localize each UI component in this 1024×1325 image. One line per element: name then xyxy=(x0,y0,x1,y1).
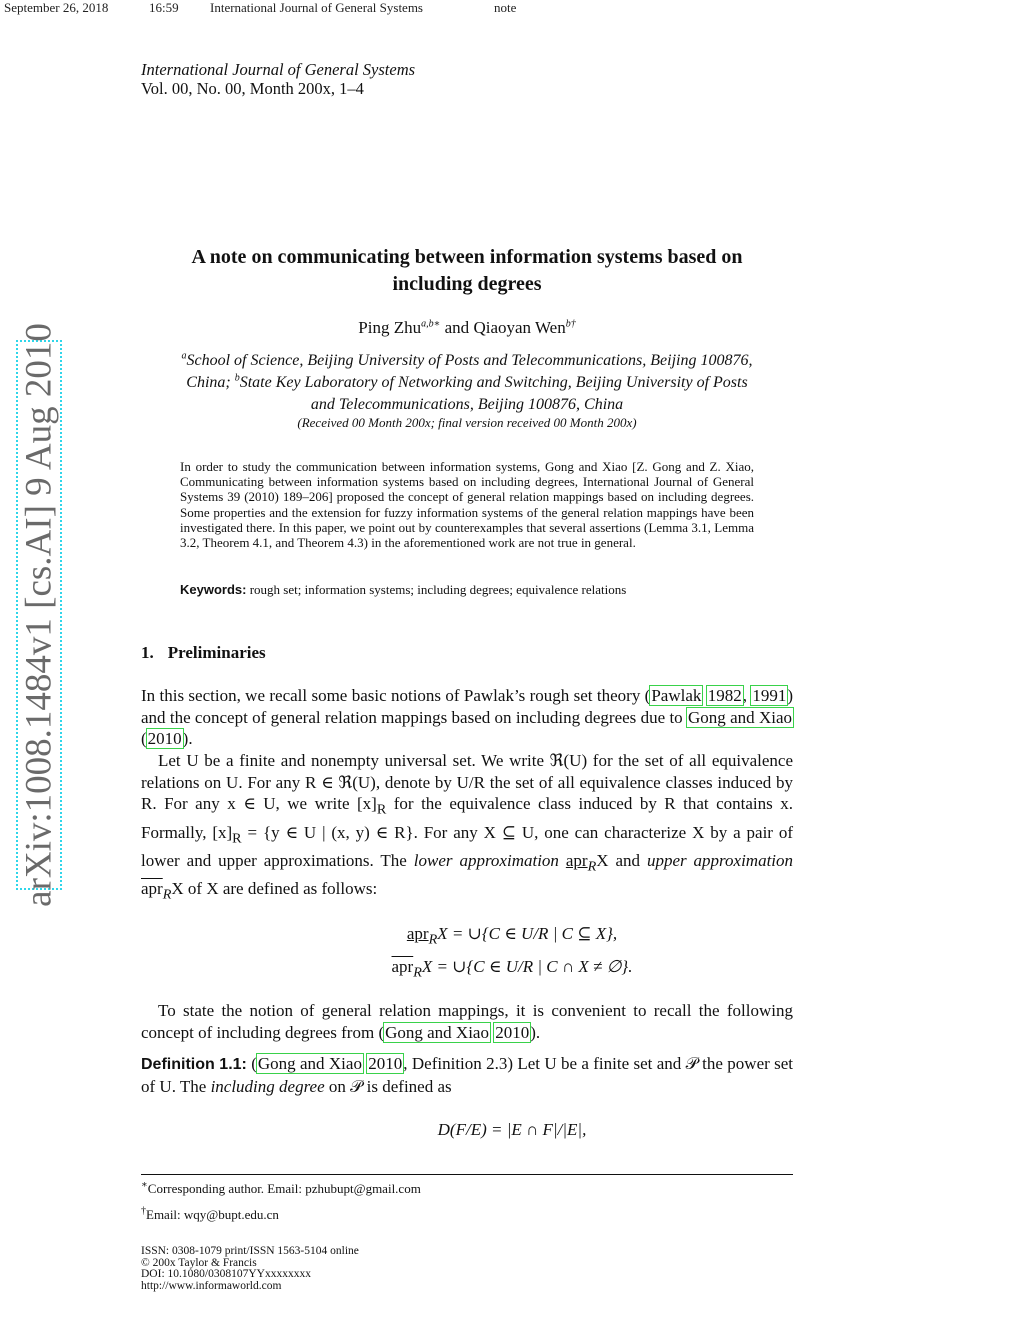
authors xyxy=(130,318,804,338)
p2-text-5: X and xyxy=(596,850,647,870)
citation-link-gong-xiao-3[interactable]: Gong and Xiao xyxy=(257,1054,362,1073)
eq1-sub: R xyxy=(428,931,438,948)
affil-b-mark: b xyxy=(234,372,240,384)
p3-text-2: ). xyxy=(530,1022,541,1042)
p2-sub-1: R xyxy=(376,801,387,818)
eq1-apr: apr xyxy=(406,924,429,943)
def-text-2: on 𝒫 is defined as xyxy=(324,1076,452,1096)
arxiv-stamp-text[interactable]: arXiv:1008.1484v1 [cs.AI] 9 Aug 2010 xyxy=(18,323,60,907)
author-2: Qiaoyan Wen xyxy=(473,318,566,337)
citation-link-2010-3[interactable]: 2010 xyxy=(368,1054,403,1073)
title-line-1: A note on communicating between information systems based on xyxy=(191,246,743,268)
p3-text-1: To state the notion of general relation mappings, it is convenient to recall the following concept of including degrees from ( xyxy=(141,1001,793,1042)
keywords-label: Keywords: xyxy=(180,582,247,597)
paragraph-1 xyxy=(141,685,793,750)
affil-b: State Key Laboratory of Networking and Switching, Beijing University of Posts xyxy=(239,374,748,391)
eq2-sub: R xyxy=(413,964,422,981)
footnote-2-text: Email: wqy@bupt.edu.cn xyxy=(146,1207,279,1222)
publisher-url[interactable]: http://www.informaworld.com xyxy=(141,1279,282,1292)
author-1-sup: a,b∗ xyxy=(421,318,441,330)
citation-link-1991[interactable]: 1991 xyxy=(752,686,787,705)
p1-sep-2: ( xyxy=(141,729,147,749)
author-1: Ping Zhu xyxy=(358,318,422,337)
footnote-rule xyxy=(141,1174,793,1175)
keywords-list: rough set; information systems; including degrees; equivalence relations xyxy=(246,582,627,597)
affil-b-cont: and Telecommunications, Beijing 100876, China xyxy=(310,396,624,413)
affiliations xyxy=(130,350,804,416)
affil-a: School of Science, Beijing University of Posts and Telecommunications, Beijing 100876, xyxy=(186,352,753,369)
citation-link-gong-xiao-2[interactable]: Gong and Xiao xyxy=(385,1022,489,1042)
journal-name: International Journal of General Systems xyxy=(141,60,416,79)
footnote-2 xyxy=(141,1207,279,1223)
p2-sub-2: R xyxy=(232,829,242,846)
p2-space xyxy=(559,851,566,870)
received-dates: (Received 00 Month 200x; final version received 00 Month 200x) xyxy=(297,415,637,430)
def-term: including degree xyxy=(210,1076,325,1096)
p1-text-1: In this section, we recall some basic notions of Pawlak’s rough set theory ( xyxy=(141,686,651,705)
citation-link-2010[interactable]: 2010 xyxy=(147,729,182,749)
issn: ISSN: 0308-1079 print/ISSN 1563-5104 online xyxy=(141,1245,359,1257)
citation-link-1982[interactable]: 1982 xyxy=(707,686,742,705)
p2-term-upper: upper approximation xyxy=(646,850,794,870)
header-date: September 26, 2018 xyxy=(4,0,109,15)
equation-upper-approx xyxy=(0,957,1024,981)
doi: DOI: 10.1080/0308107YYxxxxxxxx xyxy=(141,1268,311,1280)
p1-text-2: ) and the concept of general relation mappings based on including degrees due to xyxy=(141,686,794,727)
affil-a-cont: China; xyxy=(186,374,235,391)
p2-apr-upper-sub: R xyxy=(162,886,172,903)
p2-text-6: X of X are defined as follows: xyxy=(171,878,378,898)
title-line-2: including degrees xyxy=(392,273,542,295)
footnote-1-mark: ∗ xyxy=(141,1179,148,1191)
citation-link-2010-2[interactable]: 2010 xyxy=(495,1022,530,1042)
paragraph-3 xyxy=(141,1000,793,1043)
header-journal: International Journal of General Systems xyxy=(210,0,423,15)
section-heading xyxy=(141,643,266,663)
authors-and: and xyxy=(440,318,474,337)
citation-link-pawlak[interactable]: Pawlak xyxy=(651,686,702,705)
footnote-1-text: Corresponding author. Email: pzhubupt@gmail.com xyxy=(147,1181,421,1196)
arxiv-stamp[interactable] xyxy=(16,323,62,907)
copyright-block xyxy=(141,1246,359,1292)
footnote-2-mark: † xyxy=(141,1205,146,1217)
p2-text-1: Let U be a finite and nonempty universal set. We write ℜ(U) for the set of all equivalence relations on U. For any R ∈ ℜ(U), denote by U/R the set of all equivalence classes induced by R. For any x ∈ U, we write [x] xyxy=(141,751,793,814)
p2-text-2: for the equivalence class induced by R that contains x. Formally, [x] xyxy=(141,794,793,842)
def-text-1: , Definition 2.3) Let U be a finite set and 𝒫 the power set of U. The xyxy=(141,1054,793,1096)
definition-1-1 xyxy=(141,1053,793,1097)
section-title: Preliminaries xyxy=(167,643,266,662)
paragraph-2 xyxy=(141,750,793,906)
equation-including-degree: D(F/E) = |E ∩ F|/|E|, xyxy=(437,1120,587,1139)
p2-apr-lower-sub: R xyxy=(587,857,597,874)
section-number: 1. xyxy=(141,643,154,662)
p2-apr-upper: $\overline{apr}$ xyxy=(141,878,163,898)
paper-title xyxy=(130,244,804,298)
p2-apr-lower: apr xyxy=(565,850,588,870)
eq2-apr: $\overline{apr}$ xyxy=(391,957,414,976)
footnote-1 xyxy=(141,1181,421,1197)
p1-text-3: ). xyxy=(182,729,193,749)
author-2-sup: b† xyxy=(565,318,576,330)
keywords xyxy=(180,582,626,598)
journal-volume: Vol. 00, No. 00, Month 200x, 1–4 xyxy=(141,79,364,98)
journal-info xyxy=(141,60,415,98)
p1-sep: , xyxy=(742,686,752,705)
affil-a-mark: a xyxy=(181,350,187,362)
equation-lower-approx xyxy=(0,924,1024,948)
p2-text-3: = {y ∈ U | (x, y) ∈ R}. For any X ⊆ U, one can characterize X by a pair of lower and upper approximations. The xyxy=(141,822,793,870)
def-text-0: ( xyxy=(246,1054,257,1073)
header-time: 16:59 xyxy=(149,0,179,15)
copyright: © 200x Taylor & Francis xyxy=(141,1256,257,1269)
citation-link-gong-xiao[interactable]: Gong and Xiao xyxy=(688,707,792,727)
eq2-rhs: X = ∪{C ∈ U/R | C ∩ X ≠ ∅}. xyxy=(421,957,633,976)
definition-label: Definition 1.1: xyxy=(141,1056,247,1073)
abstract: In order to study the communication between information systems, Gong and Xiao [Z. Gong and Z. Xiao, Communicating between information systems based on including degrees, International Journal of General Systems 39 (2010) 189–206] proposed the concept of general relation mappings based on including degrees. Some properties and the extension for fuzzy information systems of the general relation mappings have been investigated there. In this paper, we point out by counterexamples that several assertions (Lemma 3.1, Lemma 3.2, Theorem 4.1, and Theorem 4.3) in the aforementioned work are not true in general. xyxy=(180,459,754,551)
p2-term-lower: lower approximation xyxy=(413,850,559,870)
header-label: note xyxy=(494,0,517,15)
eq1-rhs: X = ∪{C ∈ U/R | C ⊆ X}, xyxy=(437,924,618,943)
